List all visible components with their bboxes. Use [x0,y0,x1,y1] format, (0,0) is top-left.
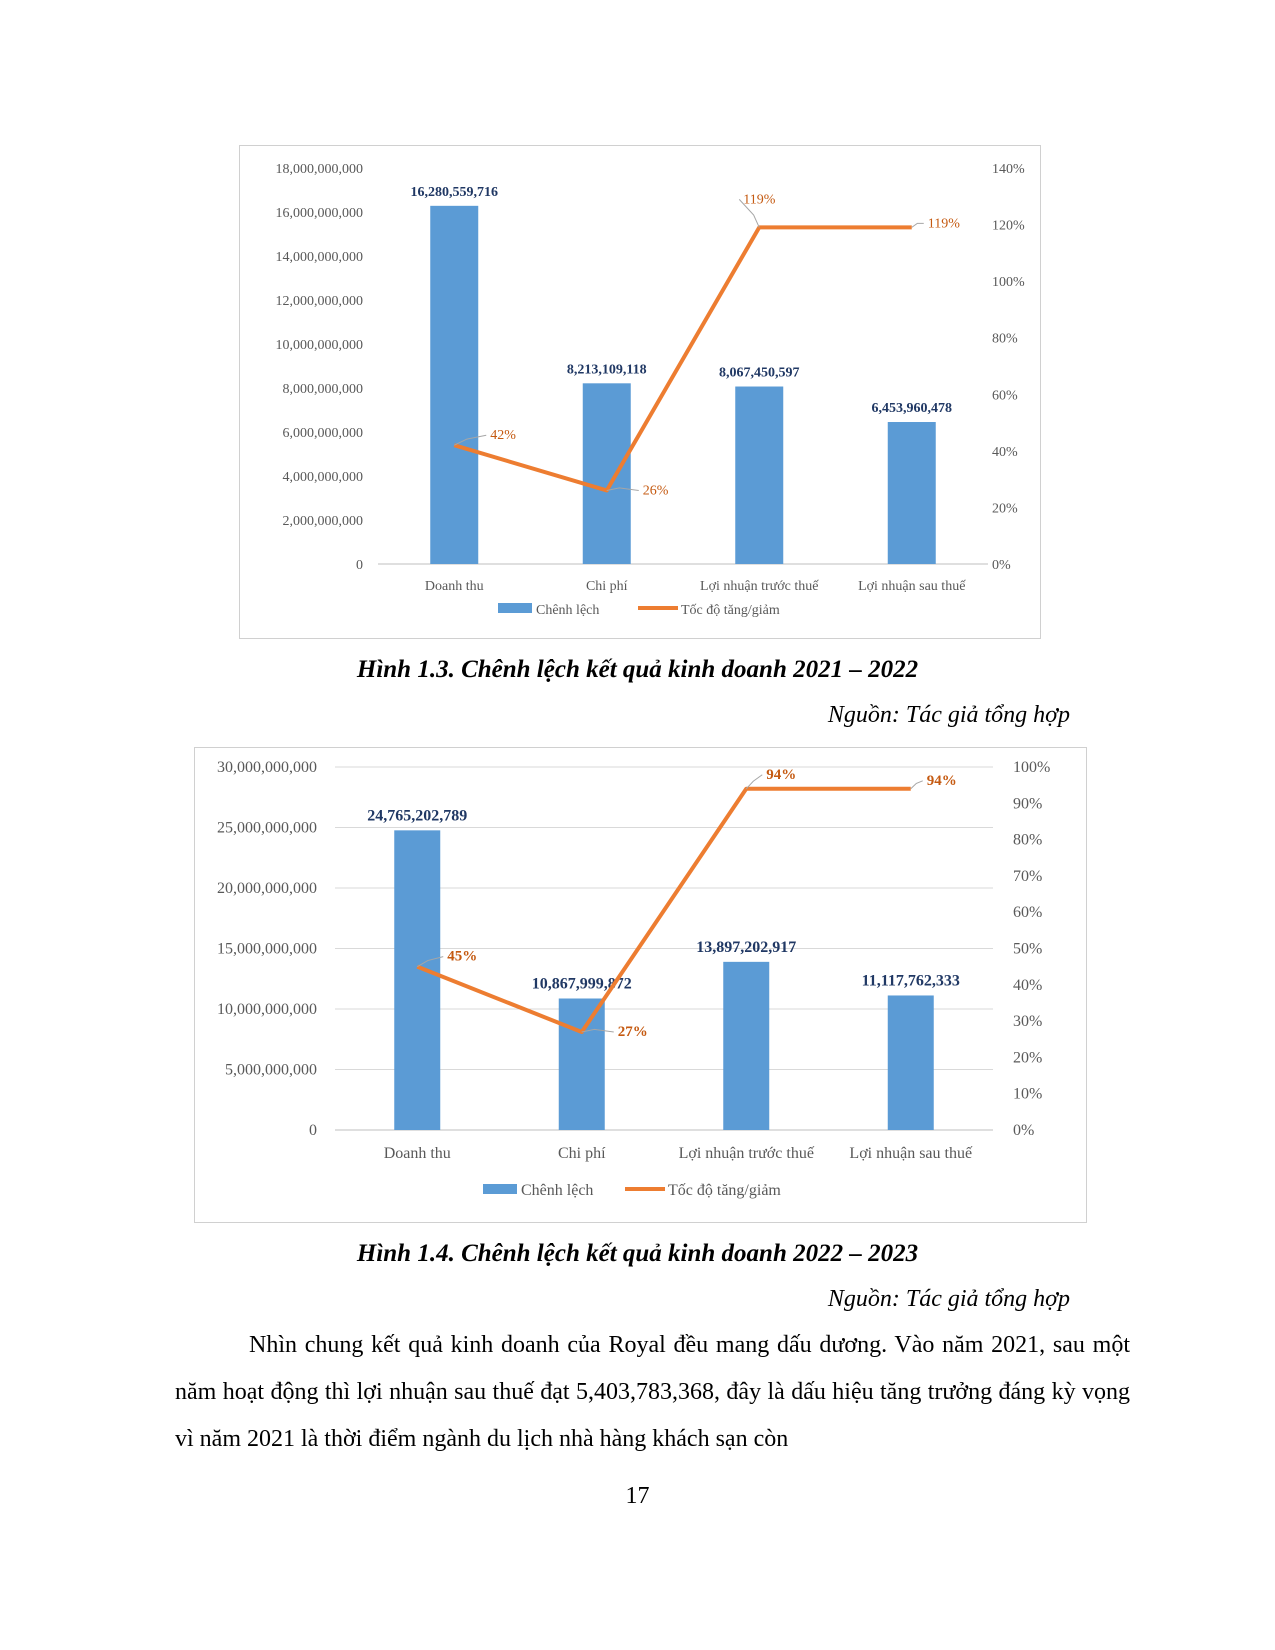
y-right-tick-label: 100% [1013,759,1051,776]
y-left-tick-label: 2,000,000,000 [282,514,363,529]
bar-4 [888,995,934,1130]
bar-data-label: 6,453,960,478 [871,401,952,417]
leader-line [912,223,924,227]
y-left-tick-label: 0 [309,1122,317,1139]
y-right-tick-label: 50% [1013,940,1043,958]
bar-1 [430,206,478,564]
y-left-tick-label: 12,000,000,000 [275,294,363,309]
bar-3 [735,387,783,564]
y-left-tick-label: 10,000,000,000 [217,1001,317,1018]
figure-2-source: Nguồn: Tác giả tổng hợp [827,1286,1070,1312]
category-label: Lợi nhuận sau thuế [858,579,966,594]
category-label: Chi phí [557,1145,606,1162]
bar-data-label: 8,213,109,118 [566,362,647,378]
y-left-tick-label: 18,000,000,000 [275,162,363,177]
chart-1-svg [240,146,1040,638]
line-data-label: 119% [927,216,960,232]
y-left-tick-label: 10,000,000,000 [275,338,363,353]
legend-label-line: Tốc độ tăng/giảm [668,1182,781,1199]
bar-1 [394,830,440,1130]
y-left-tick-label: 4,000,000,000 [282,470,363,485]
y-left-tick-label: 14,000,000,000 [275,250,363,265]
line-data-label: 119% [743,192,776,208]
bar-data-label: 10,867,999,872 [531,975,632,993]
y-right-tick-label: 80% [992,331,1018,347]
y-left-tick-label: 25,000,000,000 [217,819,317,837]
line-series [454,227,912,490]
y-right-tick-label: 60% [992,388,1018,404]
y-left-tick-label: 15,000,000,000 [217,940,317,958]
y-left-tick-label: 0 [356,558,363,573]
legend-swatch-bar [483,1184,517,1194]
line-data-label: 42% [490,428,516,444]
bar-data-label: 13,897,202,917 [696,938,797,956]
y-right-tick-label: 90% [1013,795,1043,813]
line-data-label: 27% [617,1023,648,1040]
y-right-tick-label: 10% [1013,1085,1043,1103]
bar-3 [723,962,769,1130]
line-series [417,789,911,1032]
y-left-tick-label: 30,000,000,000 [217,759,317,776]
category-label: Chi phí [585,579,628,594]
legend-label-line: Tốc độ tăng/giảm [681,603,780,618]
category-label: Doanh thu [383,1145,451,1162]
line-data-label: 94% [766,766,797,783]
bar-data-label: 16,280,559,716 [410,184,498,200]
category-label: Doanh thu [424,579,484,594]
body-text: Nhìn chung kết quả kinh doanh của Royal đều mang dấu dương. Vào năm 2021, sau một năm hoạt động thì lợi nhuận sau thuế đạt 5,403,783,368, đây là dấu hiệu tăng trưởng đáng kỳ vọng vì năm 2021 là thời điểm ngành du lịch nhà hàng khách sạn còn [175,1332,1130,1452]
y-right-tick-label: 20% [1013,1049,1043,1067]
y-right-tick-label: 30% [1013,1013,1043,1031]
leader-line [911,781,923,789]
bar-2 [583,383,631,564]
page-number: 17 [625,1483,650,1509]
chart-2-svg [195,748,1086,1222]
chart-1-container [239,145,1041,639]
chart-2-container [194,747,1087,1223]
y-right-tick-label: 40% [992,444,1018,460]
bar-data-label: 8,067,450,597 [719,365,800,381]
figure-1-source: Nguồn: Tác giả tổng hợp [827,702,1070,728]
line-data-label: 94% [926,772,957,789]
category-label: Lợi nhuận sau thuế [849,1145,973,1162]
bar-4 [888,422,936,564]
figure-2-caption: Hình 1.4. Chênh lệch kết quả kinh doanh 2022 – 2023 [356,1240,919,1267]
legend-label-bar: Chênh lệch [521,1182,594,1199]
bar-data-label: 11,117,762,333 [861,972,960,990]
bar-data-label: 24,765,202,789 [367,807,468,825]
y-right-tick-label: 120% [992,218,1025,234]
y-right-tick-label: 0% [992,558,1011,573]
y-right-tick-label: 0% [1013,1122,1035,1139]
y-left-tick-label: 16,000,000,000 [275,206,363,221]
y-right-tick-label: 20% [992,501,1018,517]
leader-line [746,775,762,789]
y-left-tick-label: 5,000,000,000 [225,1061,317,1079]
legend-label-bar: Chênh lệch [536,603,600,618]
figure-1-caption: Hình 1.3. Chênh lệch kết quả kinh doanh 2021 – 2022 [356,656,919,683]
y-right-tick-label: 40% [1013,976,1043,994]
y-right-tick-label: 140% [992,162,1025,177]
legend-swatch-bar [498,603,532,613]
category-label: Lợi nhuận trước thuế [678,1145,814,1162]
y-right-tick-label: 70% [1013,867,1043,885]
line-data-label: 26% [642,483,669,499]
y-left-tick-label: 8,000,000,000 [282,382,363,397]
line-data-label: 45% [447,948,478,965]
y-left-tick-label: 6,000,000,000 [282,426,363,441]
bar-2 [559,998,605,1130]
body-paragraph [175,1322,1130,1463]
y-right-tick-label: 80% [1013,831,1043,849]
y-right-tick-label: 100% [992,275,1025,291]
y-right-tick-label: 60% [1013,904,1043,922]
category-label: Lợi nhuận trước thuế [700,579,819,594]
y-left-tick-label: 20,000,000,000 [217,880,317,897]
